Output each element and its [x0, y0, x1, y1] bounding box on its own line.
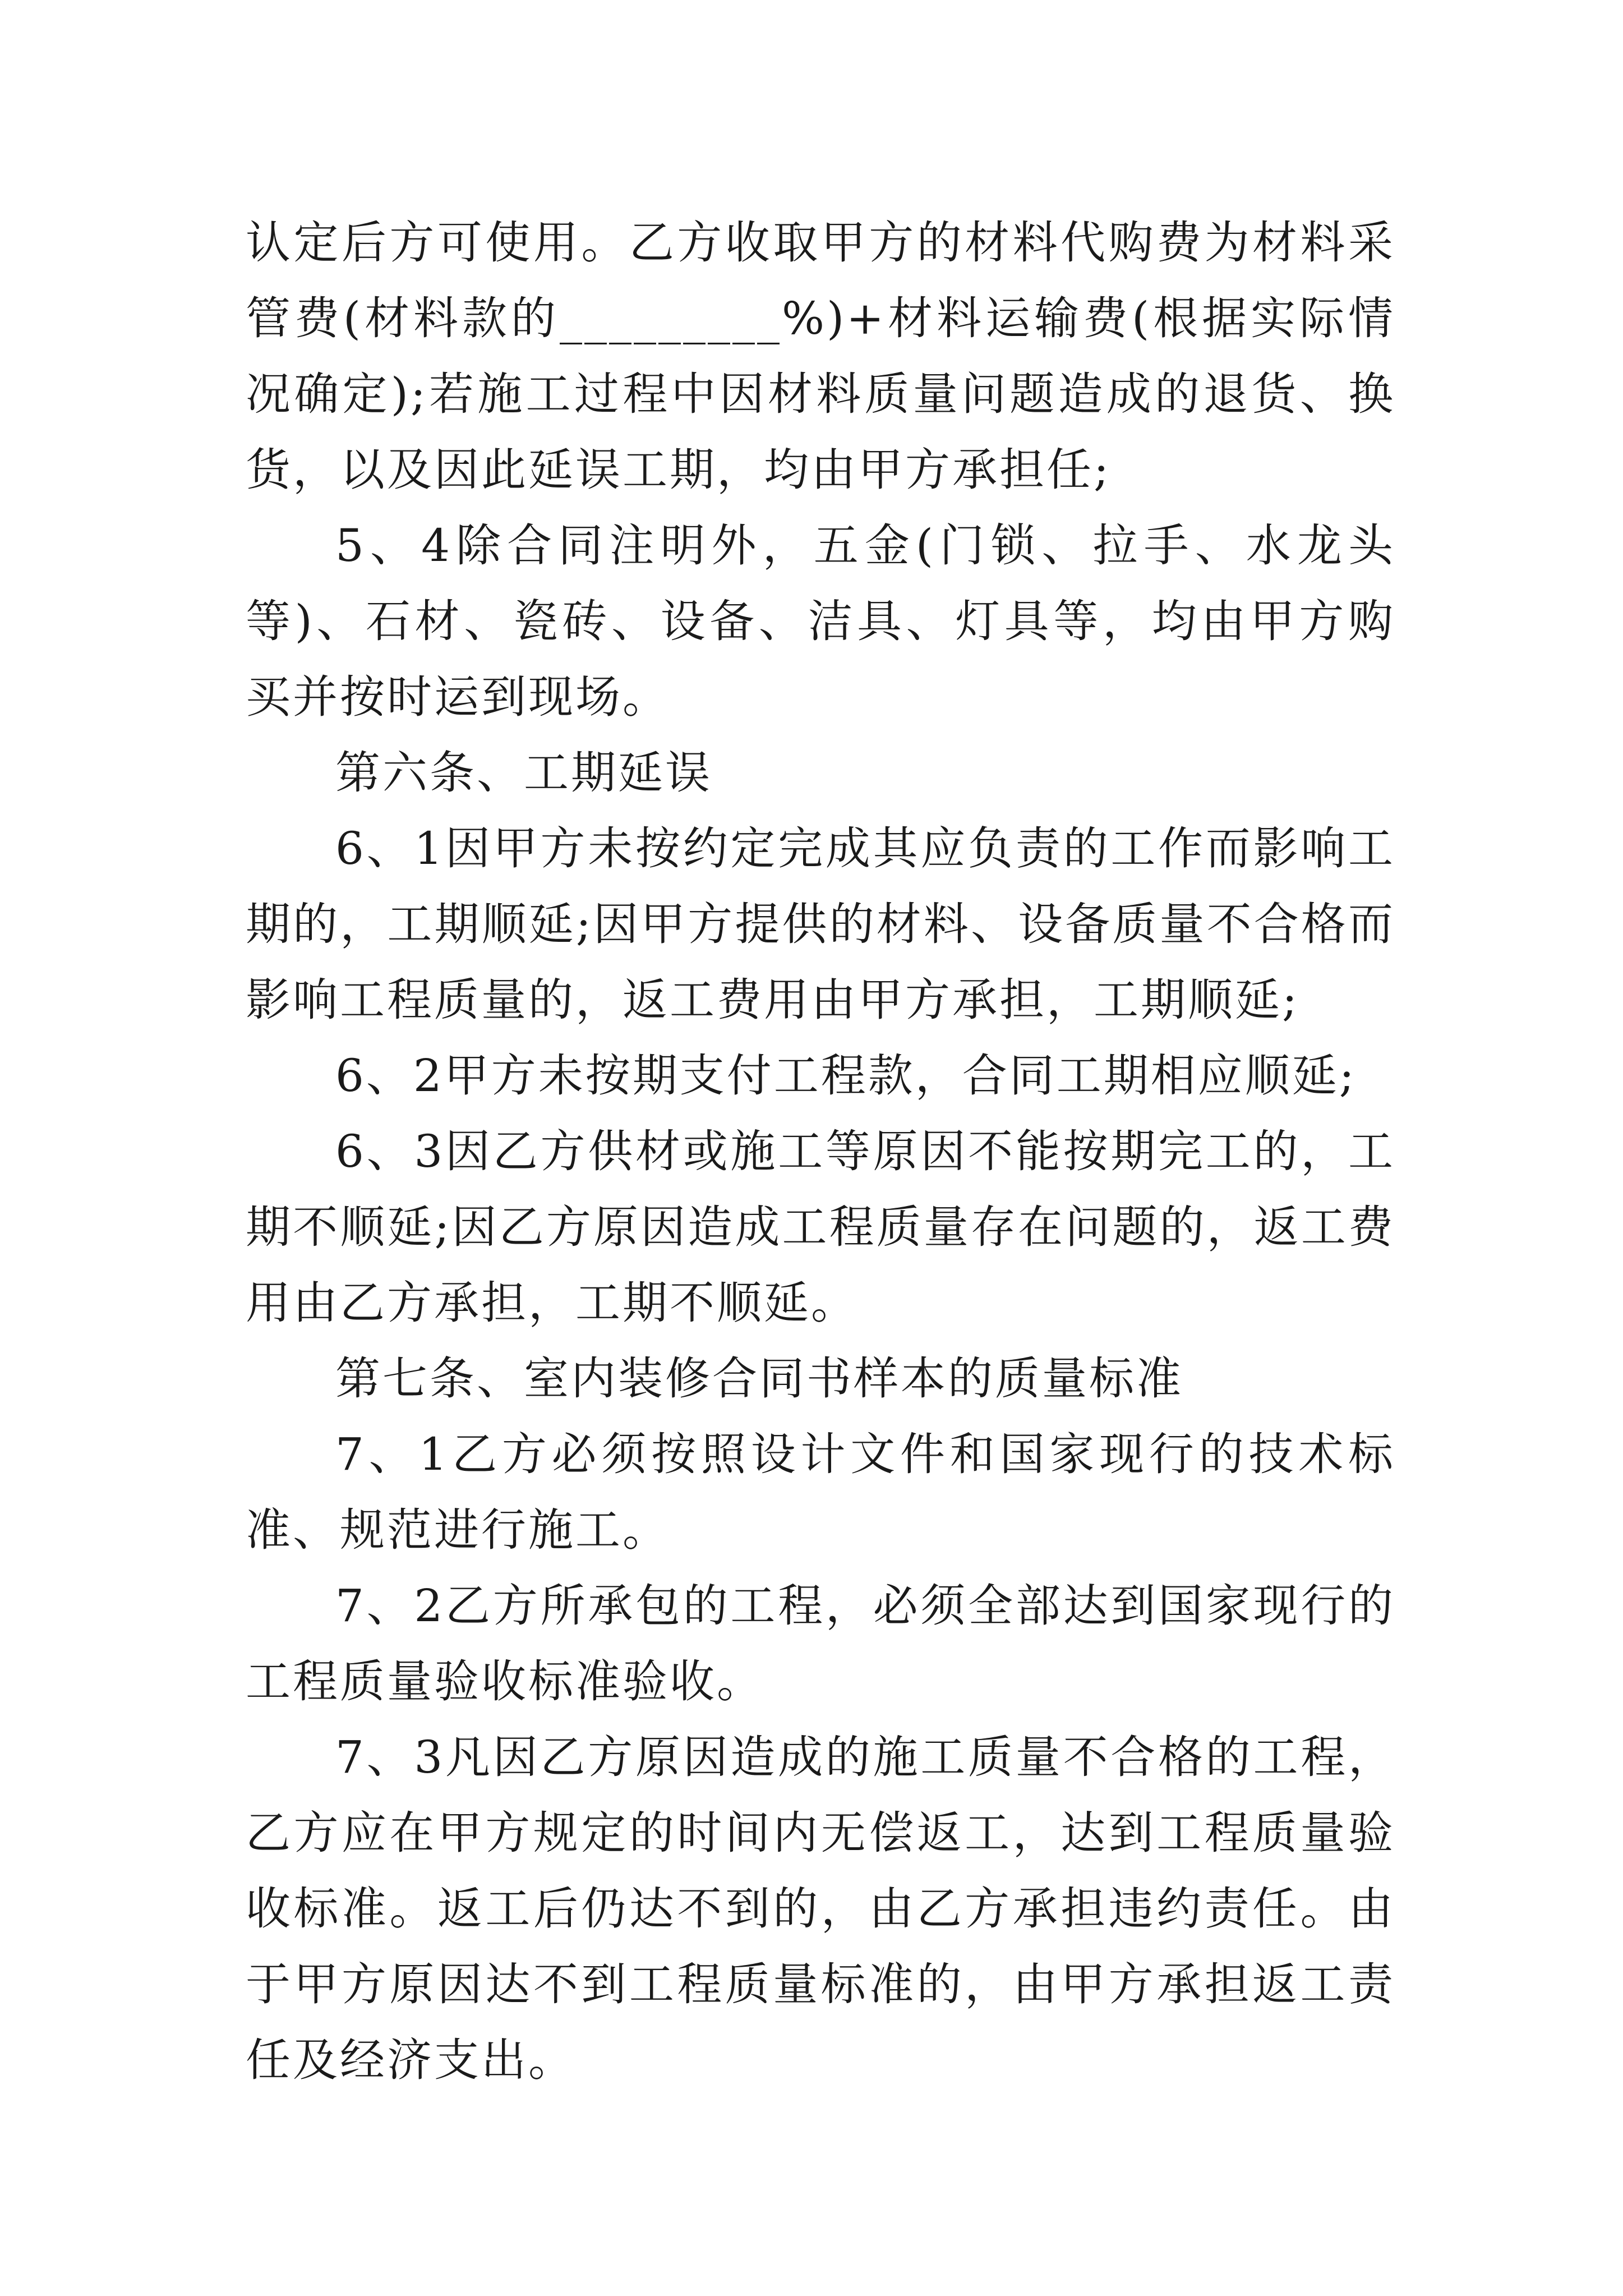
- paragraph-6-2: 6、2甲方未按期支付工程款，合同工期相应顺延;: [335, 1050, 1357, 1102]
- section-heading-article-7: 第七条、室内装修合同书样本的质量标准: [335, 1352, 1183, 1405]
- paragraph-7-2: 7、2乙方所承包的工程，必须全部达到国家现行的工程质量验收标准验收。: [246, 1580, 1395, 1708]
- document-body: [246, 205, 1395, 2098]
- paragraph-7-1: 7、1乙方必须按照设计文件和国家现行的技术标准、规范进行施工。: [246, 1428, 1395, 1556]
- section-heading-article-6: 第六条、工期延误: [335, 747, 712, 799]
- paragraph-7-3: 7、3凡因乙方原因造成的施工质量不合格的工程，乙方应在甲方规定的时间内无偿返工，达到工程质量验收标准。返工后仍达不到的，由乙方承担违约责任。由于甲方原因达不到工程质量标准的，由甲方承担返工责任及经济支出。: [246, 1731, 1395, 2086]
- paragraph-6-3: 6、3因乙方供材或施工等原因不能按期完工的，工期不顺延;因乙方原因造成工程质量存在问题的，返工费用由乙方承担，工期不顺延。: [246, 1125, 1395, 1329]
- paragraph-material-purchase-fee: 认定后方可使用。乙方收取甲方的材料代购费为材料采管费(材料款的_________%)+材料运输费(根据实际情况确定);若施工过程中因材料质量问题造成的退货、换货，以及因此延误工期，均由甲方承担任;: [246, 217, 1395, 496]
- paragraph-6-1: 6、1因甲方未按约定完成其应负责的工作而影响工期的，工期顺延;因甲方提供的材料、设备质量不合格而影响工程质量的，返工费用由甲方承担，工期顺延;: [246, 822, 1395, 1026]
- paragraph-5-4-hardware: 5、4除合同注明外，五金(门锁、拉手、水龙头等)、石材、瓷砖、设备、洁具、灯具等，均由甲方购买并按时运到现场。: [246, 519, 1395, 723]
